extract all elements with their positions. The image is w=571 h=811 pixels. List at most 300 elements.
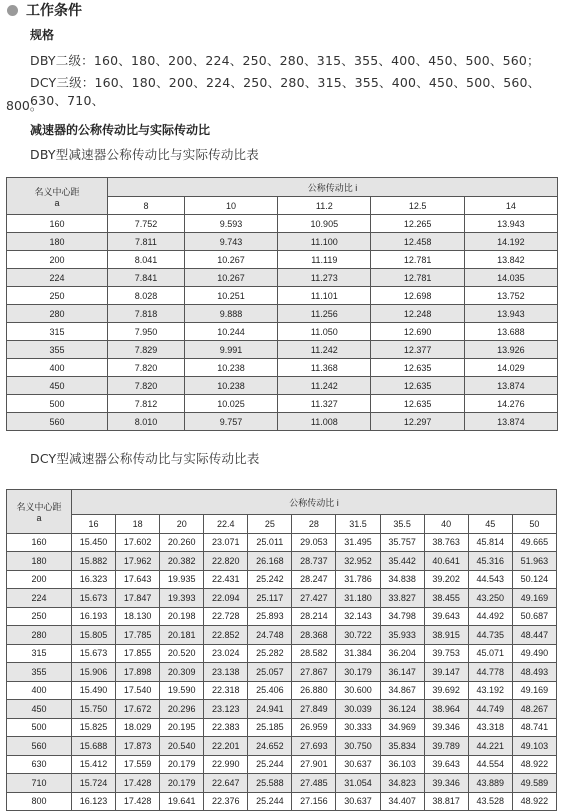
table-cell: 14.276 (464, 395, 557, 413)
table-row (7, 570, 557, 589)
dby-spec-line: DBY二级：160、180、200、224、250、280、315、355、400、450、500、560； (30, 53, 540, 68)
table-cell: 48.267 (512, 700, 556, 719)
table-cell: 25.244 (248, 755, 292, 774)
table-cell: 13.842 (464, 251, 557, 269)
table-cell: 25.406 (248, 681, 292, 700)
table-cell: 48.922 (512, 792, 556, 811)
table-cell: 43.889 (468, 774, 512, 793)
row-label-cell: 630 (7, 755, 72, 774)
table-cell: 7.818 (108, 305, 185, 323)
table-cell: 7.829 (108, 341, 185, 359)
table-cell: 34.867 (380, 681, 424, 700)
table-cell: 51.963 (512, 552, 556, 571)
table-cell: 30.637 (336, 792, 380, 811)
table-row (7, 644, 557, 663)
table-cell: 45.071 (468, 644, 512, 663)
row-label-cell: 180 (7, 233, 108, 251)
table-cell: 39.202 (424, 570, 468, 589)
table-cell: 27.427 (292, 589, 336, 608)
table-row (7, 269, 558, 287)
table-cell: 23.024 (204, 644, 248, 663)
table-cell: 50.124 (512, 570, 556, 589)
table-cell: 28.737 (292, 552, 336, 571)
table-cell: 34.823 (380, 774, 424, 793)
table-cell: 16.193 (72, 607, 116, 626)
table-cell: 20.540 (160, 737, 204, 756)
table2-caption: DCY型减速器公称传动比与实际传动比表 (30, 451, 260, 466)
table-cell: 27.693 (292, 737, 336, 756)
table-row (7, 552, 557, 571)
table-cell: 38.763 (424, 533, 468, 552)
table-cell: 20.195 (160, 718, 204, 737)
table-cell: 11.242 (278, 341, 371, 359)
table-row (7, 533, 557, 552)
table-cell: 22.383 (204, 718, 248, 737)
table-cell: 9.743 (184, 233, 277, 251)
table-cell: 19.393 (160, 589, 204, 608)
table-cell: 26.168 (248, 552, 292, 571)
table-cell: 11.256 (278, 305, 371, 323)
table-cell: 32.952 (336, 552, 380, 571)
column-header: 12.5 (371, 197, 464, 215)
table-cell: 38.915 (424, 626, 468, 645)
table-cell: 9.757 (184, 413, 277, 431)
table-cell: 38.817 (424, 792, 468, 811)
column-header: 8 (108, 197, 185, 215)
table-cell: 39.147 (424, 663, 468, 682)
table-cell: 10.905 (278, 215, 371, 233)
table-cell: 15.450 (72, 533, 116, 552)
table-cell: 26.959 (292, 718, 336, 737)
table-cell: 36.147 (380, 663, 424, 682)
table-cell: 17.855 (116, 644, 160, 663)
table-cell: 39.346 (424, 718, 468, 737)
table-cell: 17.873 (116, 737, 160, 756)
table-cell: 15.882 (72, 552, 116, 571)
table-cell: 30.750 (336, 737, 380, 756)
column-header: 20 (160, 515, 204, 534)
table-cell: 25.282 (248, 644, 292, 663)
table-cell: 17.540 (116, 681, 160, 700)
table-row (7, 233, 558, 251)
dby-ratio-table (6, 177, 558, 431)
table-cell: 25.057 (248, 663, 292, 682)
table-cell: 17.428 (116, 774, 160, 793)
table-cell: 33.827 (380, 589, 424, 608)
table-cell: 44.778 (468, 663, 512, 682)
table-cell: 27.867 (292, 663, 336, 682)
table-cell: 15.673 (72, 644, 116, 663)
table-cell: 11.368 (278, 359, 371, 377)
table-cell: 22.728 (204, 607, 248, 626)
table-cell: 43.250 (468, 589, 512, 608)
table-cell: 23.123 (204, 700, 248, 719)
table-cell: 19.641 (160, 792, 204, 811)
table-cell: 36.124 (380, 700, 424, 719)
row-label-cell: 800 (7, 792, 72, 811)
table-cell: 12.458 (371, 233, 464, 251)
table-cell: 30.637 (336, 755, 380, 774)
table-cell: 11.008 (278, 413, 371, 431)
table-cell: 49.589 (512, 774, 556, 793)
table-cell: 30.179 (336, 663, 380, 682)
table-cell: 7.820 (108, 359, 185, 377)
table-cell: 17.672 (116, 700, 160, 719)
table-row (7, 700, 557, 719)
table-row (7, 626, 557, 645)
table-cell: 39.643 (424, 607, 468, 626)
dcy-ratio-table (6, 489, 557, 811)
table-cell: 13.926 (464, 341, 557, 359)
table-cell: 20.179 (160, 755, 204, 774)
table-cell: 23.138 (204, 663, 248, 682)
table-cell: 15.724 (72, 774, 116, 793)
table-cell: 48.741 (512, 718, 556, 737)
table-cell: 15.906 (72, 663, 116, 682)
table-cell: 15.688 (72, 737, 116, 756)
table-cell: 12.265 (371, 215, 464, 233)
table-cell: 12.698 (371, 287, 464, 305)
row-label-cell: 560 (7, 413, 108, 431)
table-cell: 7.812 (108, 395, 185, 413)
table-cell: 25.588 (248, 774, 292, 793)
table-cell: 25.893 (248, 607, 292, 626)
table-cell: 35.834 (380, 737, 424, 756)
table-cell: 39.346 (424, 774, 468, 793)
row-label-cell: 250 (7, 287, 108, 305)
table-cell: 17.962 (116, 552, 160, 571)
table-cell: 44.749 (468, 700, 512, 719)
table-cell: 15.750 (72, 700, 116, 719)
table-cell: 20.181 (160, 626, 204, 645)
row-label-cell: 200 (7, 251, 108, 269)
table-cell: 17.428 (116, 792, 160, 811)
table-cell: 20.309 (160, 663, 204, 682)
table-row (7, 589, 557, 608)
table-cell: 9.888 (184, 305, 277, 323)
dcy-spec-line-cont: 800。 (6, 98, 43, 113)
table-cell: 39.643 (424, 755, 468, 774)
table-cell: 17.643 (116, 570, 160, 589)
row-label-cell: 160 (7, 215, 108, 233)
table-cell: 20.260 (160, 533, 204, 552)
table-cell: 10.251 (184, 287, 277, 305)
table-cell: 30.039 (336, 700, 380, 719)
table-cell: 7.752 (108, 215, 185, 233)
row-label-cell: 315 (7, 323, 108, 341)
table-cell: 12.635 (371, 395, 464, 413)
table-cell: 40.641 (424, 552, 468, 571)
table-cell: 15.412 (72, 755, 116, 774)
row-label-cell: 280 (7, 305, 108, 323)
table-cell: 28.368 (292, 626, 336, 645)
table-cell: 28.247 (292, 570, 336, 589)
table-cell: 20.296 (160, 700, 204, 719)
table-cell: 39.692 (424, 681, 468, 700)
table-cell: 43.192 (468, 681, 512, 700)
row-label-cell: 450 (7, 700, 72, 719)
table-cell: 48.922 (512, 755, 556, 774)
table-cell: 13.752 (464, 287, 557, 305)
row-label-cell: 180 (7, 552, 72, 571)
table-cell: 25.244 (248, 792, 292, 811)
table-cell: 30.600 (336, 681, 380, 700)
table-cell: 9.593 (184, 215, 277, 233)
row-label-cell: 500 (7, 718, 72, 737)
column-header: 28 (292, 515, 336, 534)
table-cell: 38.455 (424, 589, 468, 608)
row-label-cell: 560 (7, 737, 72, 756)
row-label-cell: 200 (7, 570, 72, 589)
table-cell: 10.267 (184, 251, 277, 269)
table-cell: 11.273 (278, 269, 371, 287)
table-cell: 8.010 (108, 413, 185, 431)
table-cell: 10.025 (184, 395, 277, 413)
table-cell: 22.852 (204, 626, 248, 645)
table-row (7, 607, 557, 626)
table-cell: 10.238 (184, 377, 277, 395)
table-cell: 43.318 (468, 718, 512, 737)
section-header (7, 0, 82, 20)
table-cell: 12.690 (371, 323, 464, 341)
table-cell: 12.635 (371, 359, 464, 377)
table-cell: 31.786 (336, 570, 380, 589)
table-cell: 49.169 (512, 681, 556, 700)
table-cell: 31.054 (336, 774, 380, 793)
table-cell: 29.053 (292, 533, 336, 552)
table-cell: 19.590 (160, 681, 204, 700)
table-cell: 34.969 (380, 718, 424, 737)
bullet-icon (7, 5, 18, 16)
table-cell: 44.735 (468, 626, 512, 645)
table-cell: 24.652 (248, 737, 292, 756)
table-cell: 10.238 (184, 359, 277, 377)
row-label-cell: 355 (7, 663, 72, 682)
row-label-cell: 315 (7, 644, 72, 663)
dcy-spec-line: DCY三级：160、180、200、224、250、280、315、355、400、450、500、560、630、710、 (30, 75, 541, 108)
table-cell: 17.602 (116, 533, 160, 552)
table-cell: 13.943 (464, 215, 557, 233)
table-cell: 22.647 (204, 774, 248, 793)
column-header: 50 (512, 515, 556, 534)
table-cell: 44.543 (468, 570, 512, 589)
table-row (7, 737, 557, 756)
table-cell: 12.377 (371, 341, 464, 359)
table-row (7, 323, 558, 341)
table-cell: 22.431 (204, 570, 248, 589)
table-cell: 15.805 (72, 626, 116, 645)
table-cell: 32.143 (336, 607, 380, 626)
table-cell: 44.221 (468, 737, 512, 756)
table-cell: 13.688 (464, 323, 557, 341)
row-label-cell: 224 (7, 589, 72, 608)
column-header: 40 (424, 515, 468, 534)
row-label-cell: 250 (7, 607, 72, 626)
table-cell: 17.847 (116, 589, 160, 608)
table1-caption: DBY型减速器公称传动比与实际传动比表 (30, 147, 259, 162)
table-cell: 34.838 (380, 570, 424, 589)
column-header: 25 (248, 515, 292, 534)
table-cell: 14.035 (464, 269, 557, 287)
table-cell: 10.244 (184, 323, 277, 341)
table-cell: 11.101 (278, 287, 371, 305)
row-header-sub: a (54, 197, 60, 208)
table-cell: 27.485 (292, 774, 336, 793)
table-cell: 13.874 (464, 413, 557, 431)
table-cell: 20.520 (160, 644, 204, 663)
column-header: 16 (72, 515, 116, 534)
table-cell: 7.820 (108, 377, 185, 395)
row-header-cell (7, 178, 108, 215)
table-cell: 22.201 (204, 737, 248, 756)
table-cell: 49.490 (512, 644, 556, 663)
table-cell: 8.028 (108, 287, 185, 305)
row-header-label: 名义中心距 (34, 186, 80, 197)
table-row (7, 755, 557, 774)
table-cell: 34.798 (380, 607, 424, 626)
column-header: 18 (116, 515, 160, 534)
table-cell: 12.781 (371, 251, 464, 269)
ratio-heading: 减速器的公称传动比与实际传动比 (30, 123, 211, 137)
table-row (7, 413, 558, 431)
table-row (7, 359, 558, 377)
table-cell: 7.811 (108, 233, 185, 251)
table-cell: 13.943 (464, 305, 557, 323)
table-row (7, 774, 557, 793)
table-cell: 49.169 (512, 589, 556, 608)
column-header: 22.4 (204, 515, 248, 534)
table-cell: 28.214 (292, 607, 336, 626)
table-cell: 14.029 (464, 359, 557, 377)
table-cell: 12.781 (371, 269, 464, 287)
table-cell: 45.814 (468, 533, 512, 552)
row-header-label: 名义中心距 (16, 501, 62, 512)
table-cell: 9.991 (184, 341, 277, 359)
table-cell: 35.442 (380, 552, 424, 571)
table-cell: 25.117 (248, 589, 292, 608)
table-cell: 16.323 (72, 570, 116, 589)
table-cell: 23.071 (204, 533, 248, 552)
table-cell: 20.198 (160, 607, 204, 626)
table-cell: 11.050 (278, 323, 371, 341)
table-cell: 20.179 (160, 774, 204, 793)
row-label-cell: 355 (7, 341, 108, 359)
table-cell: 14.192 (464, 233, 557, 251)
table-row (7, 287, 558, 305)
row-label-cell: 450 (7, 377, 108, 395)
table-cell: 27.901 (292, 755, 336, 774)
row-label-cell: 160 (7, 533, 72, 552)
table-cell: 30.722 (336, 626, 380, 645)
table-cell: 45.316 (468, 552, 512, 571)
table-cell: 39.789 (424, 737, 468, 756)
table-cell: 44.554 (468, 755, 512, 774)
section-title: 工作条件 (26, 3, 82, 19)
table-cell: 27.156 (292, 792, 336, 811)
table-cell: 24.941 (248, 700, 292, 719)
table-cell: 22.318 (204, 681, 248, 700)
column-header: 35.5 (380, 515, 424, 534)
table-row (7, 718, 557, 737)
table-cell: 12.635 (371, 377, 464, 395)
row-header-cell (7, 490, 72, 534)
table-cell: 35.757 (380, 533, 424, 552)
table-cell: 18.029 (116, 718, 160, 737)
column-header: 31.5 (336, 515, 380, 534)
table-cell: 49.665 (512, 533, 556, 552)
table-cell: 15.673 (72, 589, 116, 608)
table-row (7, 663, 557, 682)
table-cell: 26.880 (292, 681, 336, 700)
table-row (7, 681, 557, 700)
table-cell: 17.785 (116, 626, 160, 645)
table-row (7, 395, 558, 413)
table-cell: 22.990 (204, 755, 248, 774)
table-cell: 49.103 (512, 737, 556, 756)
table-cell: 30.333 (336, 718, 380, 737)
table-row (7, 792, 557, 811)
table-row (7, 305, 558, 323)
table-cell: 34.407 (380, 792, 424, 811)
table-cell: 50.687 (512, 607, 556, 626)
table-cell: 27.849 (292, 700, 336, 719)
table-cell: 28.582 (292, 644, 336, 663)
col-group-header: 公称传动比 i (108, 178, 558, 197)
table-cell: 36.204 (380, 644, 424, 663)
row-label-cell: 710 (7, 774, 72, 793)
table-cell: 11.242 (278, 377, 371, 395)
table-cell: 17.559 (116, 755, 160, 774)
table-cell: 19.935 (160, 570, 204, 589)
table-cell: 8.041 (108, 251, 185, 269)
table-cell: 20.382 (160, 552, 204, 571)
table-cell: 7.841 (108, 269, 185, 287)
table-cell: 48.493 (512, 663, 556, 682)
table-cell: 7.950 (108, 323, 185, 341)
table-row (7, 377, 558, 395)
table-cell: 11.119 (278, 251, 371, 269)
table-cell: 15.490 (72, 681, 116, 700)
row-label-cell: 224 (7, 269, 108, 287)
table-cell: 25.185 (248, 718, 292, 737)
row-label-cell: 400 (7, 681, 72, 700)
table-cell: 43.528 (468, 792, 512, 811)
table-cell: 10.267 (184, 269, 277, 287)
table-cell: 11.327 (278, 395, 371, 413)
table-cell: 35.933 (380, 626, 424, 645)
table-cell: 25.011 (248, 533, 292, 552)
table-cell: 18.130 (116, 607, 160, 626)
table-cell: 38.964 (424, 700, 468, 719)
table-cell: 16.123 (72, 792, 116, 811)
column-header: 45 (468, 515, 512, 534)
table-cell: 48.447 (512, 626, 556, 645)
row-header-sub: a (36, 512, 42, 523)
col-group-header: 公称传动比 i (72, 490, 557, 515)
table-row (7, 215, 558, 233)
table-cell: 22.376 (204, 792, 248, 811)
table-cell: 44.492 (468, 607, 512, 626)
table-cell: 15.825 (72, 718, 116, 737)
row-label-cell: 400 (7, 359, 108, 377)
table-cell: 22.094 (204, 589, 248, 608)
spec-heading: 规格 (30, 28, 55, 42)
table-cell: 31.180 (336, 589, 380, 608)
table-row (7, 251, 558, 269)
table-cell: 13.874 (464, 377, 557, 395)
table-cell: 12.248 (371, 305, 464, 323)
table-cell: 25.242 (248, 570, 292, 589)
